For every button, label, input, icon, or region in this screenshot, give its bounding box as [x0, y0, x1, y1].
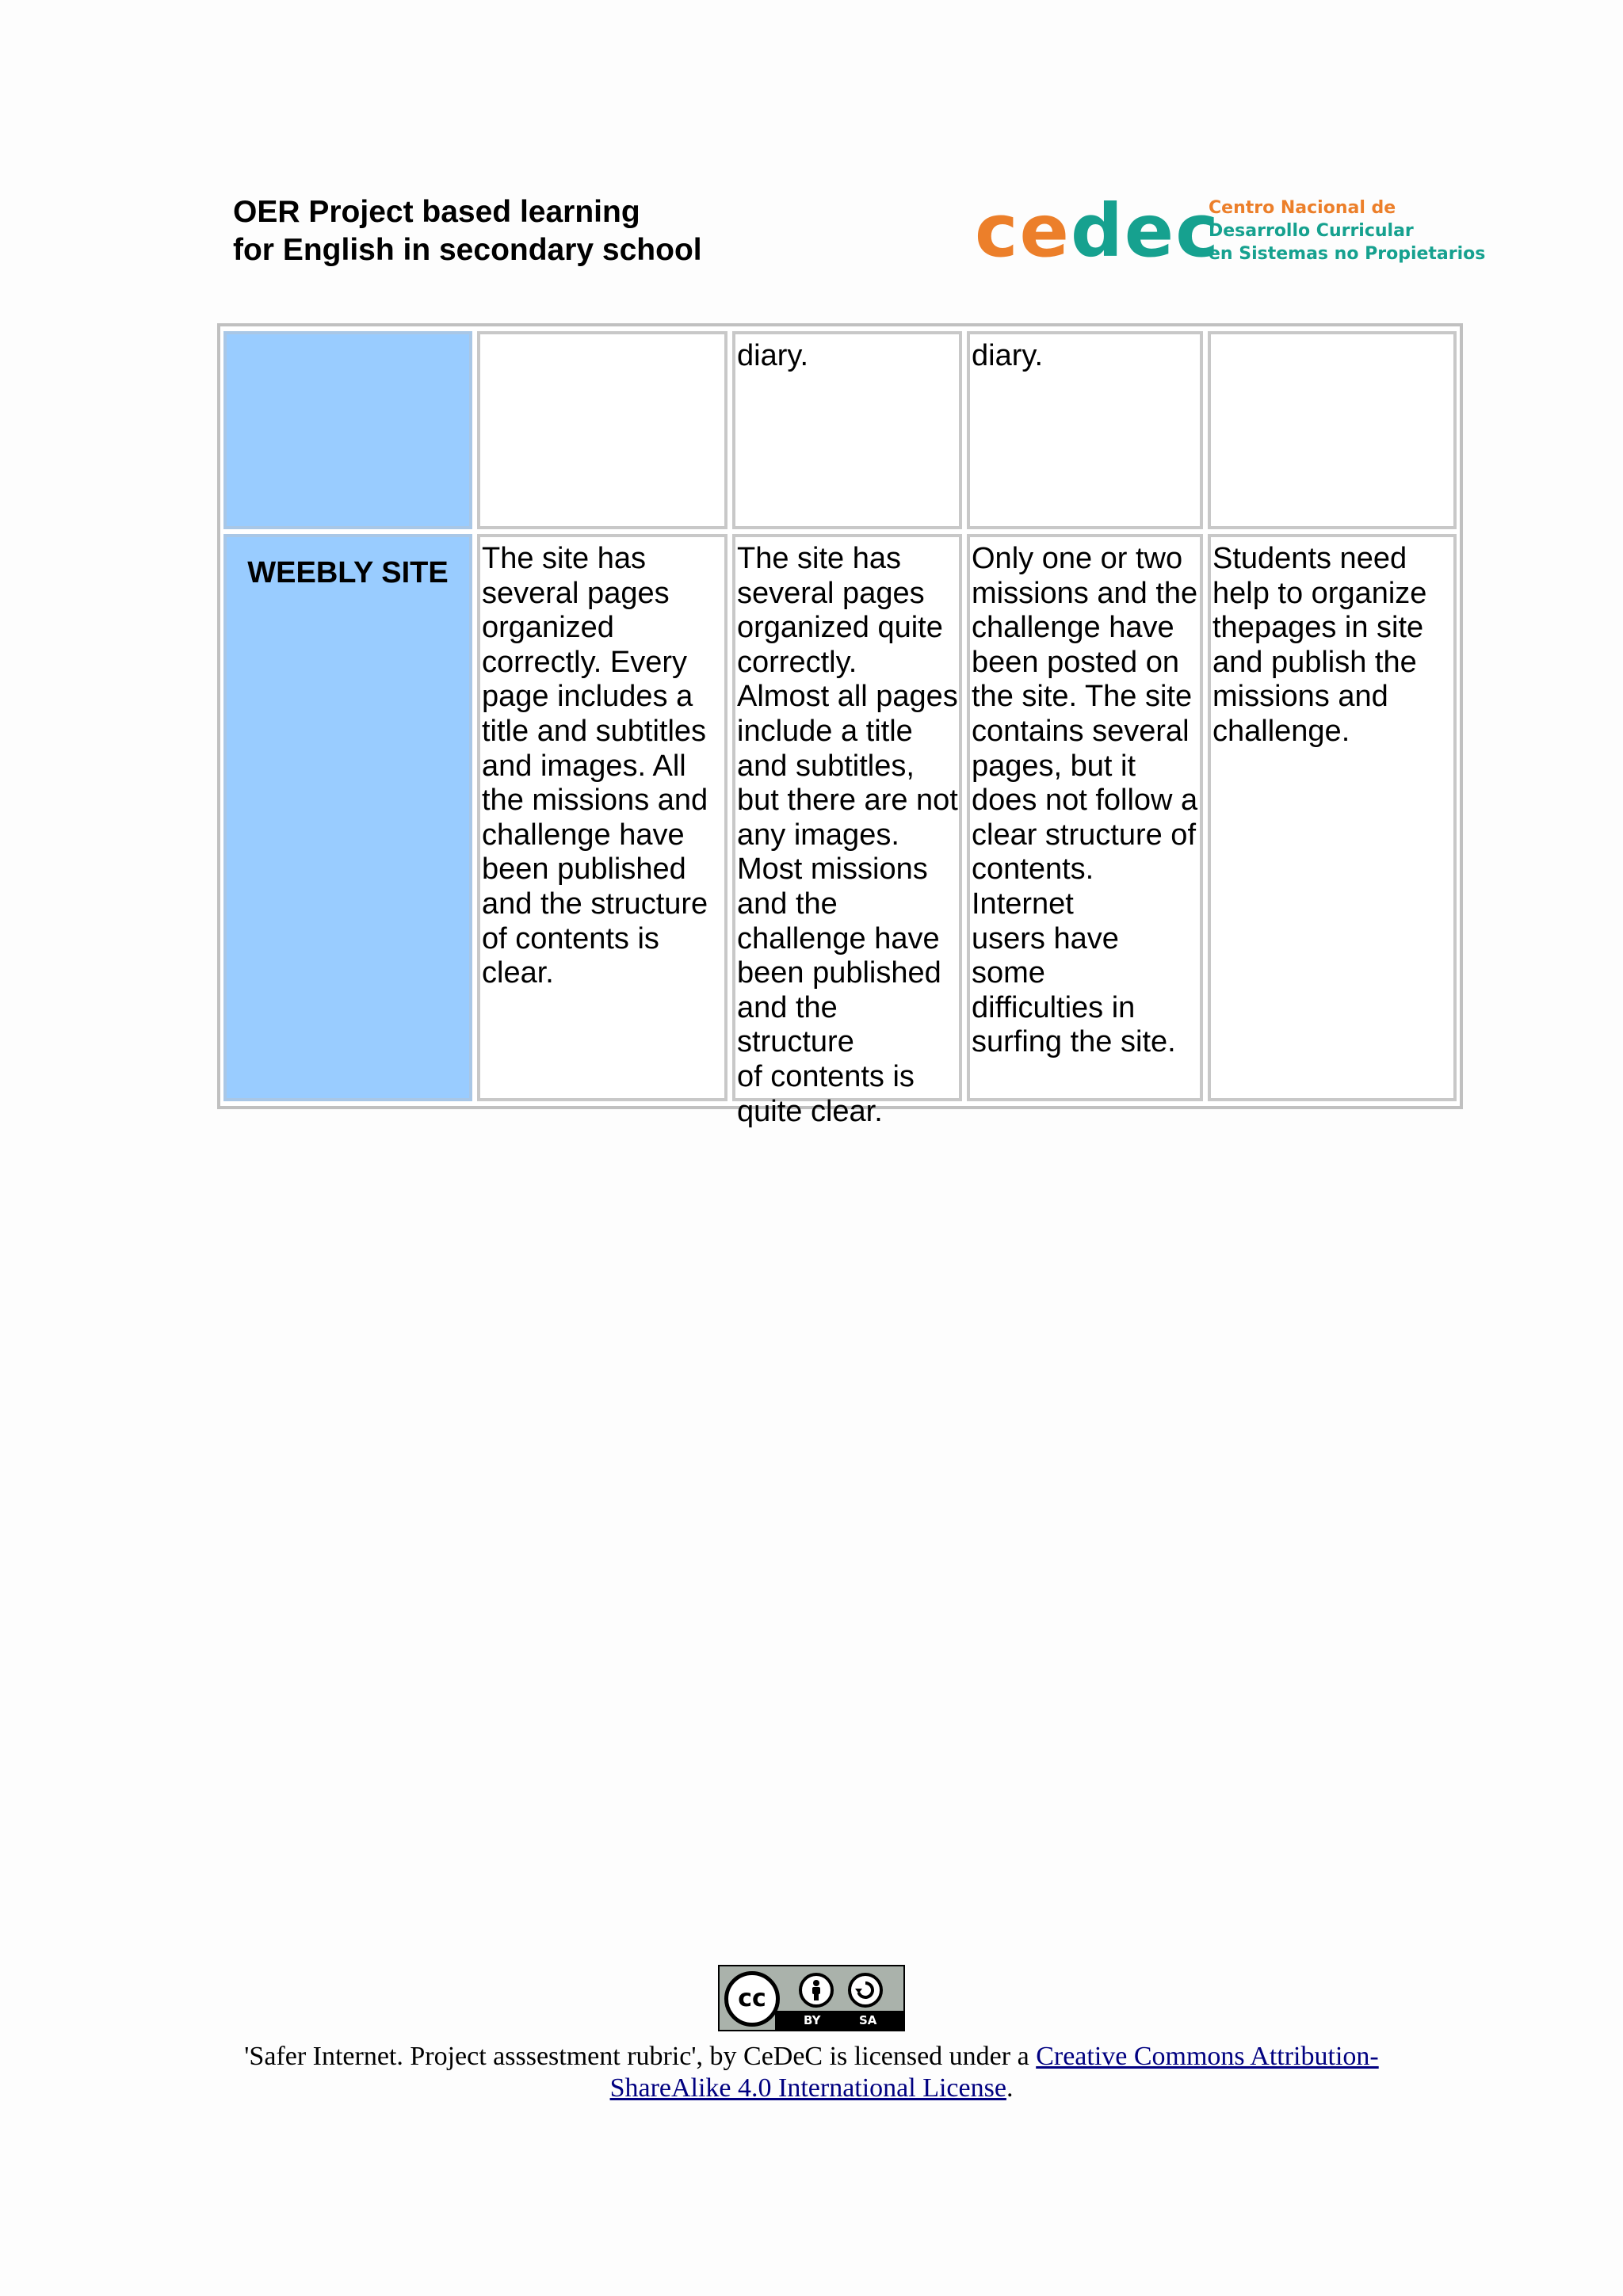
row1-level3-text: diary.: [972, 339, 1044, 372]
logo-wordmark-part1: ce: [975, 189, 1071, 273]
cc-sa-label: SA: [859, 2013, 877, 2027]
license-text-after: .: [1006, 2073, 1014, 2103]
header-title-line1: OER Project based learning: [233, 195, 640, 229]
header-title-line2: for English in secondary school: [233, 233, 702, 267]
row2-criterion-cell: [223, 534, 472, 1101]
logo-tagline-line1: Centro Nacional de: [1209, 198, 1396, 218]
row2-level4-text: Students need help to organize thepages in site and publish the missions and challenge.: [1212, 542, 1427, 748]
logo-tagline-line2: Desarrollo Curricular: [1209, 221, 1414, 241]
logo-tagline-line3: en Sistemas no Propietarios: [1209, 244, 1486, 264]
cedec-logo: [975, 189, 1486, 273]
row1-level4-cell: [1208, 331, 1457, 529]
cc-badge-strip: [775, 2011, 903, 2030]
share-alike-icon: [848, 1973, 883, 2008]
license-statement: [190, 2041, 1433, 2104]
row2-criterion-label: WEEBLY SITE: [247, 556, 449, 589]
row1-level3-cell: [967, 331, 1203, 529]
row1-level2-cell: [732, 331, 962, 529]
document-header-title: [233, 193, 702, 269]
logo-wordmark: [975, 189, 1220, 273]
license-text-before: 'Safer Internet. Project asssestment rubric', by CeDeC is licensed under a: [244, 2042, 1037, 2071]
logo-wordmark-part2: dec: [1070, 189, 1220, 273]
row1-level1-cell: [477, 331, 727, 529]
row2-level3-cell: [967, 534, 1203, 1101]
cc-icon: cc: [724, 1971, 780, 2027]
rubric-table: [217, 323, 1463, 1128]
row2-level2-cell: [732, 534, 962, 1128]
row2-level1-cell: [477, 534, 727, 1101]
person-icon: [799, 1973, 834, 2008]
row2-level4-cell: [1208, 534, 1457, 1101]
cc-by-label: BY: [804, 2013, 821, 2027]
license-link[interactable]: Creative Commons Attribution-ShareAlike 4.0 International License: [609, 2042, 1379, 2103]
row1-criterion-cell: [223, 331, 472, 529]
row2-level3-text: Only one or two missions and the challenge have been posted on the site. The site contains several pages, but it does not follow a clear structure of contents. Internet users have some difficulties in surfing the site.: [972, 542, 1198, 1059]
cc-by-sa-badge[interactable]: [718, 1965, 905, 2031]
row1-level2-text: diary.: [737, 339, 809, 372]
row2-level2-text: The site has several pages organized quite correctly. Almost all pages include a title and subtitles, but there are not any images. Most missions and the challenge have been published and the structure of contents is quite clear.: [737, 542, 958, 1128]
row2-level1-text: The site has several pages organized correctly. Every page includes a title and subtitles and images. All the missions and challenge have been published and the structure of contents is clear.: [482, 542, 708, 990]
logo-tagline: [1209, 196, 1485, 265]
